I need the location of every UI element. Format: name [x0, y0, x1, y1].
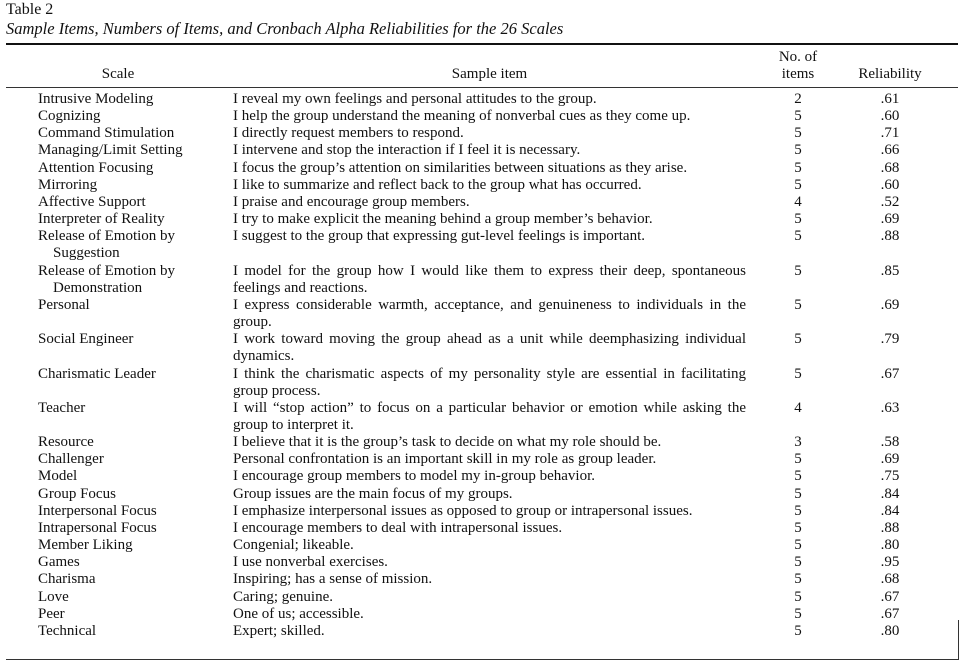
scale-name: Release of Emotion by Suggestion	[38, 228, 176, 262]
reliability-cell: .79	[880, 331, 900, 348]
reliability-cell: .67	[880, 365, 900, 382]
reliability-cell: .88	[880, 519, 900, 536]
header-items: items	[781, 66, 815, 82]
items-count-cell: 5	[794, 588, 802, 605]
reliability-cell: .71	[880, 125, 900, 142]
sample-item-cell: Expert; skilled.	[233, 622, 325, 639]
scale-cell	[0, 486, 233, 503]
items-count-cell: 2	[794, 91, 802, 107]
header-no-of: No. of	[778, 49, 818, 65]
items-count-cell: 5	[794, 485, 802, 502]
scale-name: Games	[38, 554, 80, 571]
reliability-cell: .95	[880, 554, 900, 571]
scale-name: Mirroring	[38, 176, 98, 193]
reliability-cell: .68	[880, 571, 900, 588]
sample-item-cell: I believe that it is the group’s task to decide on what my role should be.	[233, 434, 662, 451]
reliability-cell: .67	[880, 605, 900, 622]
sample-item-cell: I try to make explicit the meaning behind a group member’s behavior.	[233, 211, 653, 228]
items-count-cell: 5	[794, 142, 802, 159]
items-count-cell: 5	[794, 228, 802, 245]
scale-cell	[0, 468, 233, 485]
scale-name: Member Liking	[38, 537, 133, 554]
sample-item-cell: I help the group understand the meaning of nonverbal cues as they come up.	[233, 108, 691, 125]
scale-name: Command Stimulation	[38, 125, 175, 142]
sample-item-cell: I reveal my own feelings and personal attitudes to the group.	[233, 91, 597, 107]
scale-name: Group Focus	[38, 485, 116, 502]
reliability-cell: .80	[880, 537, 900, 554]
items-count-cell: 5	[794, 296, 802, 313]
top-rule	[6, 43, 958, 45]
table-row	[0, 589, 930, 606]
items-count-cell: 5	[794, 451, 802, 468]
table-row	[0, 142, 930, 159]
header-rule	[6, 87, 958, 88]
table-row	[0, 400, 930, 434]
reliability-cell: .75	[880, 468, 900, 485]
scale-cell	[0, 571, 233, 588]
sample-item-cell: One of us; accessible.	[233, 605, 364, 622]
reliability-cell: .85	[880, 262, 900, 279]
scale-name: Resource	[38, 434, 94, 451]
reliability-cell: .52	[880, 193, 900, 210]
items-count-cell: 5	[794, 331, 802, 348]
scale-cell	[0, 606, 233, 623]
table-row	[0, 468, 930, 485]
scale-name: Intrusive Modeling	[38, 91, 154, 107]
scale-cell	[0, 451, 233, 468]
header-reliability: Reliability	[858, 66, 922, 82]
table-row	[0, 331, 930, 365]
items-count-cell: 5	[794, 554, 802, 571]
scale-cell	[0, 366, 233, 400]
sample-item-cell: Congenial; likeable.	[233, 537, 354, 554]
table-row	[0, 606, 930, 623]
sample-item-cell: I suggest to the group that expressing gut-level feelings is important.	[233, 228, 646, 245]
items-count-cell: 3	[794, 434, 802, 451]
scale-cell	[0, 331, 233, 365]
scale-cell	[0, 503, 233, 520]
items-count-cell: 5	[794, 571, 802, 588]
scale-name: Personal	[38, 296, 90, 313]
table-row	[0, 623, 930, 640]
scale-name: Technical	[38, 622, 97, 639]
scale-cell	[0, 160, 233, 177]
items-count-cell: 5	[794, 108, 802, 125]
header-scale: Scale	[101, 66, 135, 82]
scales-table	[0, 91, 930, 640]
reliability-cell: .69	[880, 451, 900, 468]
scale-cell	[0, 400, 233, 434]
sample-item-cell: I encourage members to deal with intrapersonal issues.	[233, 519, 563, 536]
scale-cell	[0, 177, 233, 194]
sample-item-cell: I work toward moving the group ahead as a unit while deemphasizing individual dynamics.	[233, 331, 746, 365]
scale-cell	[0, 297, 233, 331]
scale-cell	[0, 125, 233, 142]
scale-cell	[0, 194, 233, 211]
reliability-cell: .69	[880, 211, 900, 228]
table-row	[0, 366, 930, 400]
scale-cell	[0, 228, 233, 262]
sample-item-cell: Caring; genuine.	[233, 588, 333, 605]
table-row	[0, 520, 930, 537]
scale-name: Social Engineer	[38, 331, 134, 348]
table-row	[0, 177, 930, 194]
header-sample-item: Sample item	[451, 66, 528, 82]
scale-name: Interpreter of Reality	[38, 211, 165, 228]
reliability-cell: .80	[880, 622, 900, 639]
scale-name: Teacher	[38, 399, 86, 416]
table-row	[0, 194, 930, 211]
table-row	[0, 160, 930, 177]
table-row	[0, 228, 930, 262]
scale-name: Attention Focusing	[38, 159, 154, 176]
items-count-cell: 5	[794, 159, 802, 176]
scale-cell	[0, 434, 233, 451]
scale-cell	[0, 91, 233, 108]
reliability-cell: .66	[880, 142, 900, 159]
sample-item-cell: I express considerable warmth, acceptance, and genuineness to individuals in the group.	[233, 296, 746, 331]
table-row	[0, 554, 930, 571]
table-row	[0, 503, 930, 520]
items-count-cell: 5	[794, 537, 802, 554]
scale-name: Affective Support	[38, 193, 146, 210]
table-row	[0, 451, 930, 468]
scale-name: Challenger	[38, 451, 104, 468]
reliability-cell: .63	[880, 399, 900, 416]
reliability-cell: .60	[880, 176, 900, 193]
sample-item-cell: I focus the group’s attention on similarities between situations as they arise.	[233, 159, 688, 176]
items-count-cell: 5	[794, 622, 802, 639]
page-edge	[958, 620, 959, 660]
scale-name: Model	[38, 468, 78, 485]
sample-item-cell: I encourage group members to model my in-group behavior.	[233, 468, 595, 485]
scale-name: Peer	[38, 605, 65, 622]
reliability-cell: .68	[880, 159, 900, 176]
scale-cell	[0, 108, 233, 125]
scale-cell	[0, 142, 233, 159]
reliability-cell: .60	[880, 108, 900, 125]
reliability-cell: .88	[880, 228, 900, 245]
table-row	[0, 108, 930, 125]
items-count-cell: 5	[794, 502, 802, 519]
table-row	[0, 486, 930, 503]
scale-cell	[0, 520, 233, 537]
bottom-rule	[6, 659, 958, 660]
table-row	[0, 297, 930, 331]
items-count-cell: 5	[794, 468, 802, 485]
scale-cell	[0, 537, 233, 554]
table-row	[0, 211, 930, 228]
table-row	[0, 537, 930, 554]
items-count-cell: 5	[794, 125, 802, 142]
sample-item-cell: Personal confrontation is an important skill in my role as group leader.	[233, 451, 657, 468]
scale-name: Cognizing	[38, 108, 101, 125]
table-row	[0, 571, 930, 588]
table-row	[0, 125, 930, 142]
sample-item-cell: I will “stop action” to focus on a particular behavior or emotion while asking the group to interpret it.	[233, 399, 746, 433]
table-label: Table 2	[6, 1, 54, 18]
sample-item-cell: I model for the group how I would like them to express their deep, spontaneous feelings and reactions.	[233, 262, 746, 296]
reliability-cell: .84	[880, 502, 900, 519]
sample-item-cell: I emphasize interpersonal issues as opposed to group or intrapersonal issues.	[233, 502, 693, 519]
reliability-cell: .58	[880, 434, 900, 451]
scale-cell	[0, 589, 233, 606]
items-count-cell: 5	[794, 211, 802, 228]
scale-cell	[0, 554, 233, 571]
items-count-cell: 5	[794, 176, 802, 193]
reliability-cell: .61	[880, 91, 900, 107]
reliability-cell: .69	[880, 296, 900, 313]
sample-item-cell: I use nonverbal exercises.	[233, 554, 388, 571]
table-row	[0, 91, 930, 108]
sample-item-cell: Group issues are the main focus of my groups.	[233, 485, 513, 502]
items-count-cell: 5	[794, 262, 802, 279]
items-count-cell: 5	[794, 605, 802, 622]
sample-item-cell: I directly request members to respond.	[233, 125, 464, 142]
scale-name: Interpersonal Focus	[38, 502, 157, 519]
scale-name: Intrapersonal Focus	[38, 519, 157, 536]
scale-name: Charisma	[38, 571, 96, 588]
sample-item-cell: I like to summarize and reflect back to the group what has occurred.	[233, 176, 642, 193]
sample-item-cell: Inspiring; has a sense of mission.	[233, 571, 433, 588]
sample-item-cell: I think the charismatic aspects of my personality style are essential in facilitating group process.	[233, 365, 746, 399]
table-row	[0, 263, 930, 297]
table-row	[0, 434, 930, 451]
scale-cell	[0, 211, 233, 228]
scale-name: Charismatic Leader	[38, 365, 156, 382]
items-count-cell: 5	[794, 365, 802, 382]
scale-name: Love	[38, 588, 69, 605]
sample-item-cell: I intervene and stop the interaction if I feel it is necessary.	[233, 142, 581, 159]
scale-cell	[0, 623, 233, 640]
scale-name: Release of Emotion by Demonstration	[38, 262, 176, 296]
items-count-cell: 4	[794, 399, 802, 416]
sample-item-cell: I praise and encourage group members.	[233, 193, 470, 210]
scale-name: Managing/Limit Setting	[38, 142, 183, 159]
items-count-cell: 4	[794, 193, 802, 210]
reliability-cell: .67	[880, 588, 900, 605]
table-caption: Sample Items, Numbers of Items, and Cronbach Alpha Reliabilities for the 26 Scales	[6, 19, 564, 38]
scale-cell	[0, 263, 233, 297]
reliability-cell: .84	[880, 485, 900, 502]
items-count-cell: 5	[794, 519, 802, 536]
